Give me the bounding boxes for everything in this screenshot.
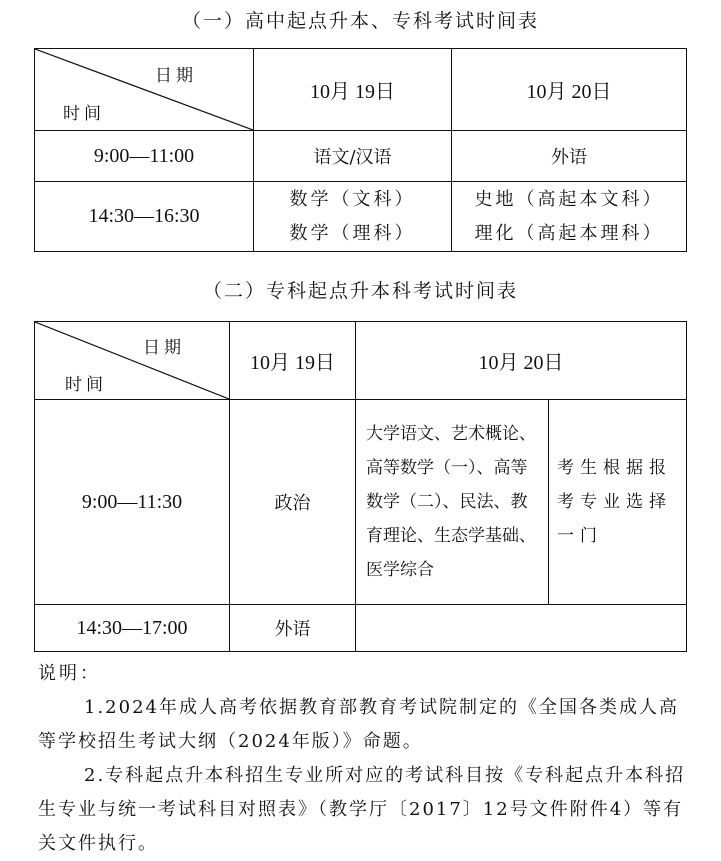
table2-junior-college-schedule: [34, 321, 687, 652]
time-label: 时间: [65, 375, 107, 395]
note-item-2: 2.专科起点升本科招生专业所对应的考试科目按《专科起点升本科招生专业与统一考试科目对照表》（教学厅〔2017〕12号文件附件4）等有关文件执行。: [38, 765, 686, 854]
table1-title: （一）高中起点升本、专科考试时间表: [181, 10, 539, 32]
table2-subject-foreign-language: 外语: [230, 605, 356, 652]
table1-date-oct19: 10月 19日: [254, 49, 452, 131]
table2-title: （二）专科起点升本科考试时间表: [202, 280, 518, 302]
table1-corner-header: [35, 49, 254, 131]
table2-time-afternoon: 14:30—17:00: [35, 605, 230, 652]
table1-subject-foreign-language: 外语: [452, 131, 687, 182]
table1-time-afternoon: 14:30—16:30: [35, 182, 254, 252]
subject-math-science: 数学（理科）: [289, 222, 416, 244]
time-label: 时间: [63, 104, 105, 124]
date-label: 日期: [143, 338, 185, 358]
date-label: 日期: [155, 66, 197, 86]
table2-date-oct19: 10月 19日: [230, 322, 356, 400]
subject-physics-chemistry: 理化（高起本理科）: [474, 222, 664, 244]
subject-math-arts: 数学（文科）: [289, 188, 416, 210]
table1-subjects-math: [254, 182, 452, 252]
table2-subject-politics: 政治: [230, 400, 356, 605]
note-item-1: 1.2024年成人高考依据教育部教育考试院制定的《全国各类成人高等学校招生考试大纲（2024年版）》命题。: [38, 697, 679, 752]
table2-subject-list: 大学语文、艺术概论、高等数学（一）、高等数学（二）、民法、教育理论、生态学基础、医学综合: [356, 400, 549, 605]
table1-subjects-comprehensive: [452, 182, 687, 252]
notes-heading: 说明：: [38, 663, 101, 684]
table2-choose-one-note: 考生根据报考专业选择一门: [549, 400, 687, 605]
table2-time-morning: 9:00—11:30: [35, 400, 230, 605]
table1-high-school-schedule: [34, 48, 687, 252]
table1-time-morning: 9:00—11:00: [35, 131, 254, 182]
table2-date-oct20: 10月 20日: [356, 322, 687, 400]
notes-section: [38, 657, 688, 861]
table2-corner-header: [35, 322, 230, 400]
table1-subject-chinese: 语文/汉语: [254, 131, 452, 182]
table1-date-oct20: 10月 20日: [452, 49, 687, 131]
table2-empty-cell: [356, 605, 687, 652]
subject-history-geography: 史地（高起本文科）: [474, 188, 664, 210]
